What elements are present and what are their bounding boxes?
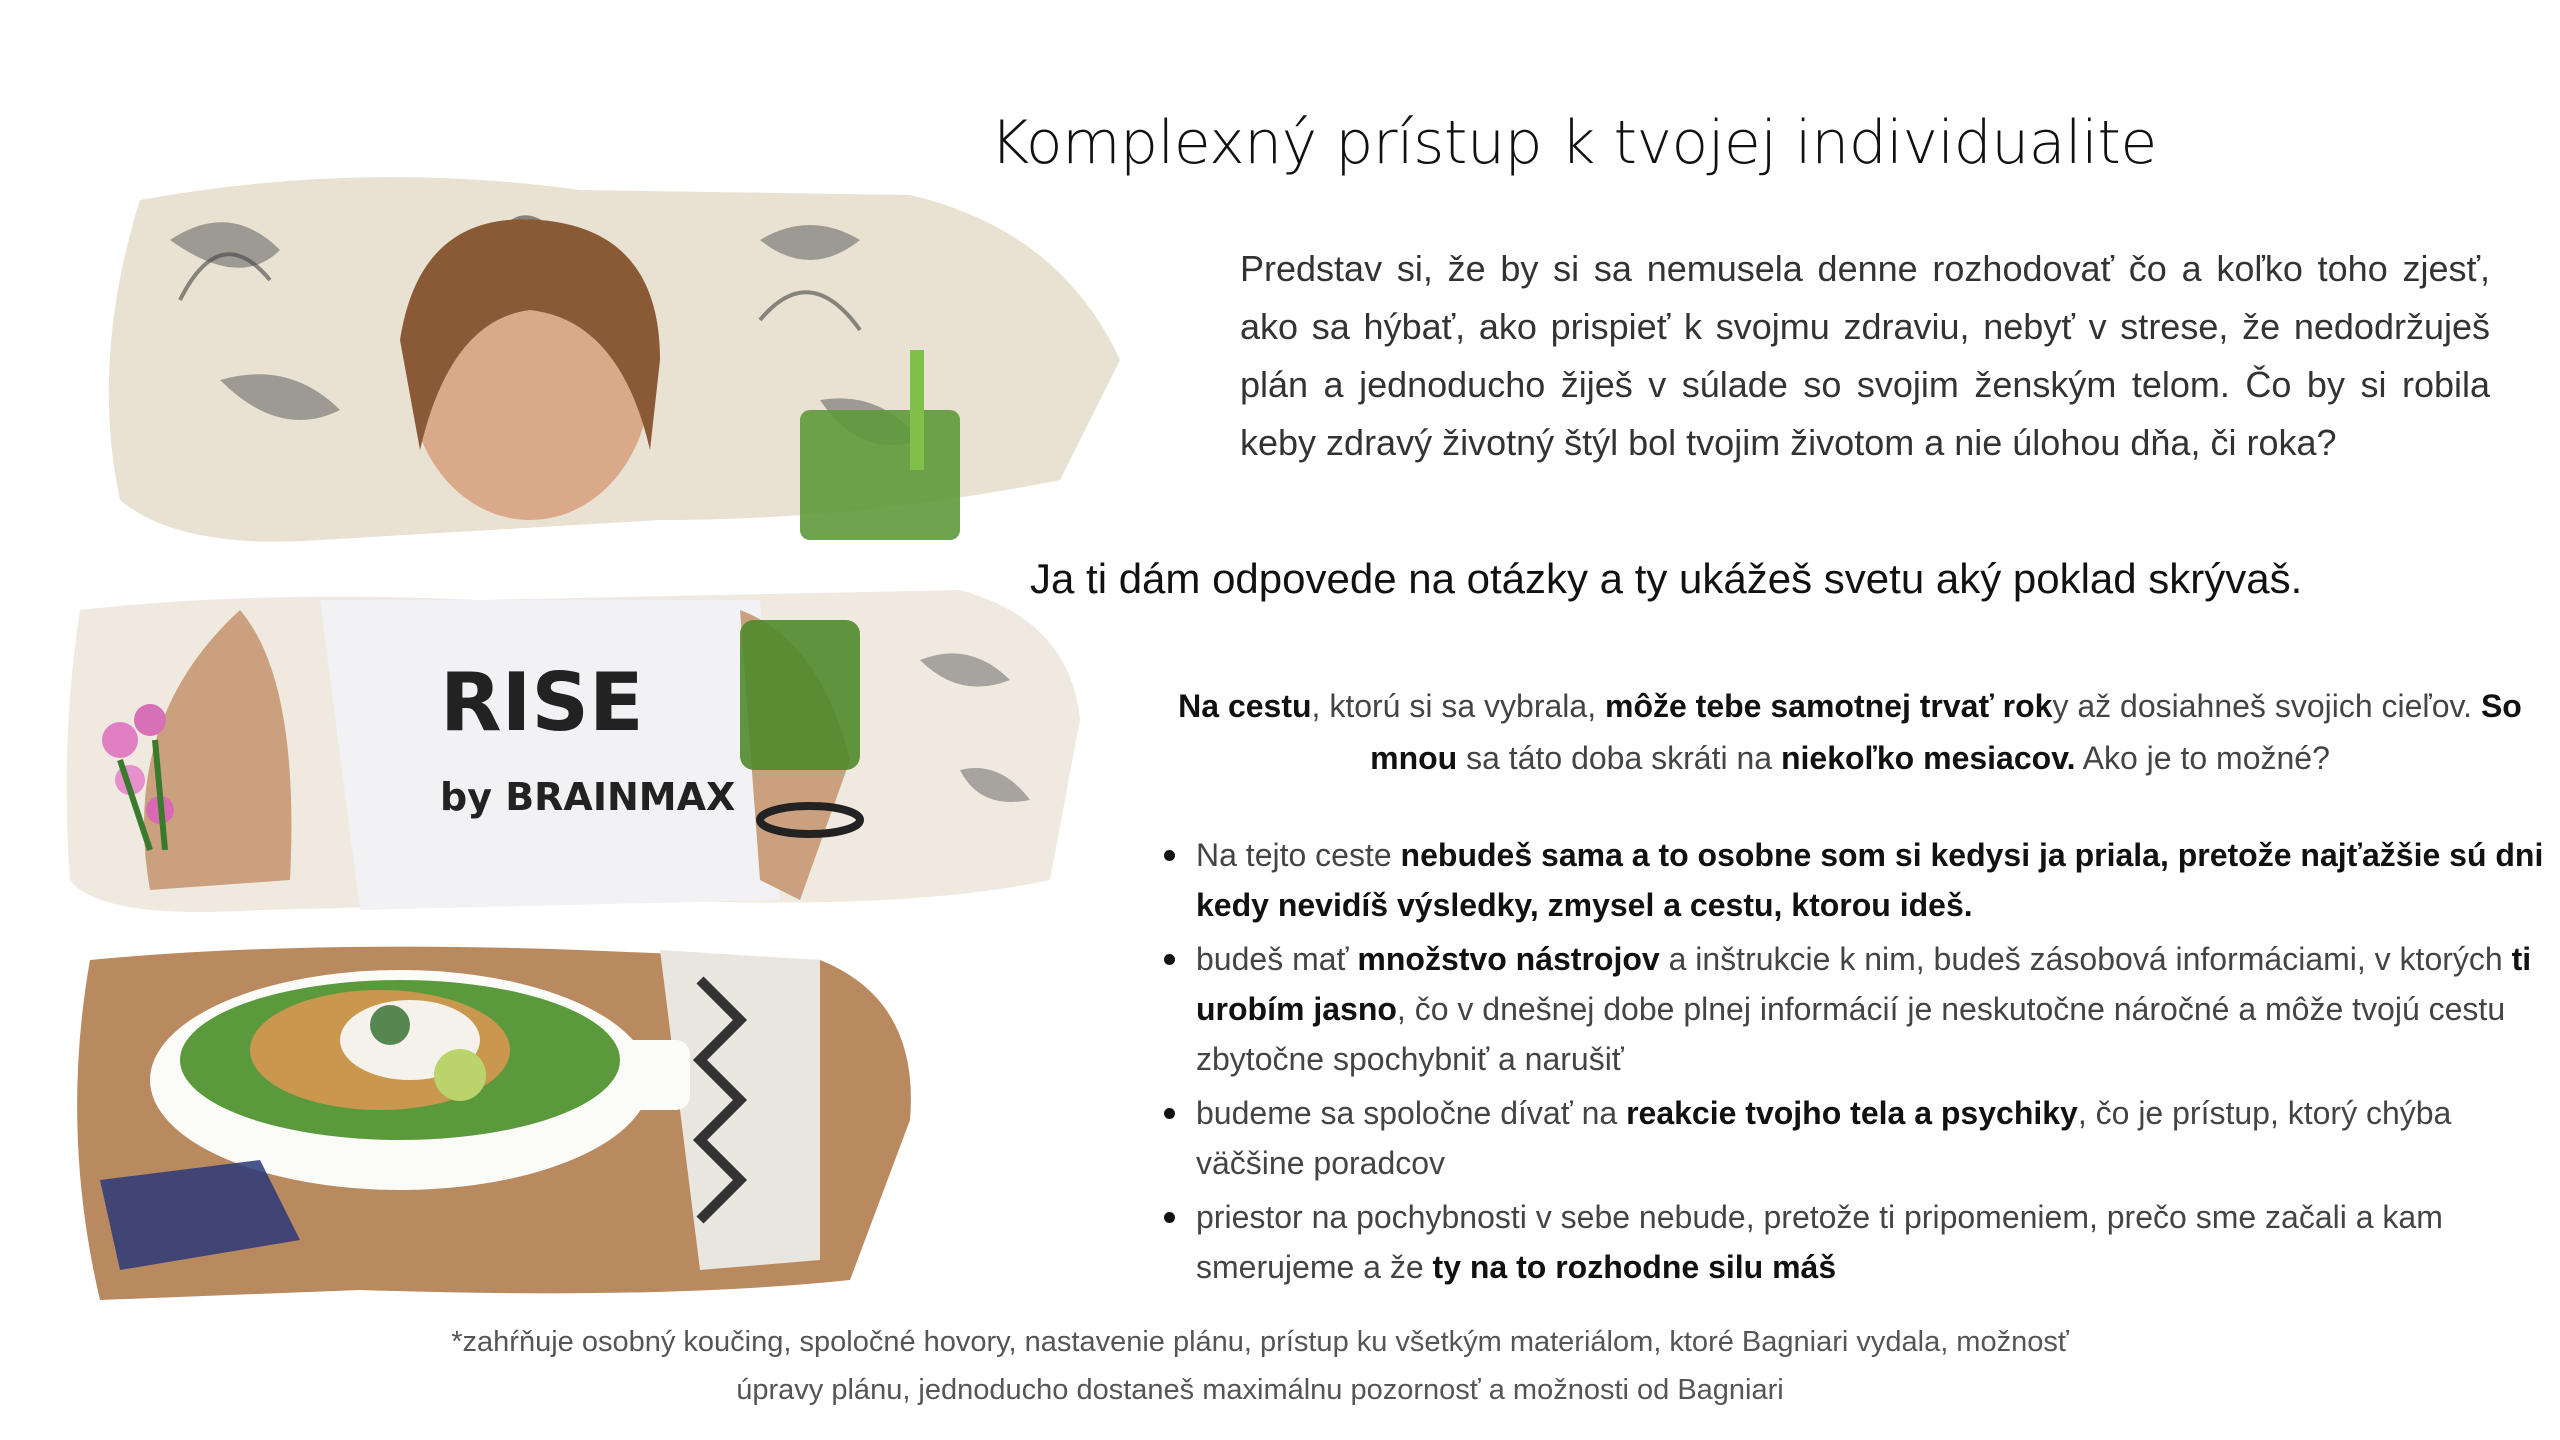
bullet-icon	[1164, 850, 1175, 861]
benefit-text: budeš mať	[1196, 941, 1358, 977]
benefit-text: a inštrukcie k nim, budeš zásobová informáciami, v ktorých	[1659, 941, 2512, 977]
collage-illustration	[60, 120, 1140, 1300]
benefit-text: , čo je prístup, ktorý chýba väčšine poradcov	[1196, 1095, 2452, 1181]
benefit-bold: ti urobím jasno	[1196, 941, 2532, 1027]
benefit-bold: nebudeš sama a to osobne som si kedysi ja priala, pretože najťažšie sú dni kedy nevidíš výsledky, zmysel a cestu, ktorou ideš.	[1196, 837, 2544, 923]
journey-paragraph	[1160, 680, 2540, 784]
benefit-item	[1160, 1192, 2560, 1292]
benefit-text: Na tejto ceste	[1196, 837, 1401, 873]
page-title: Komplexný prístup k tvojej individualite	[990, 108, 2157, 178]
photo-strip-salad	[77, 947, 911, 1300]
para-text-3: sa táto doba skráti na	[1457, 740, 1781, 776]
benefit-bold: ty na to rozhodne silu máš	[1432, 1249, 1837, 1285]
para-bold-3: So mnou	[1370, 688, 2522, 776]
para-text-4: Ako je to možné?	[2075, 740, 2330, 776]
benefit-item	[1160, 830, 2560, 930]
photo-strip-tshirt	[67, 590, 1080, 912]
benefit-bold: reakcie tvojho tela a psychiky	[1626, 1095, 2078, 1131]
photo-strip-woman	[109, 177, 1120, 542]
benefit-text: budeme sa spoločne dívať na	[1196, 1095, 1627, 1131]
headline: Ja ti dám odpovede na otázky a ty ukážeš svetu aký poklad skrývaš.	[1030, 555, 2303, 602]
bullet-icon	[1164, 1212, 1175, 1223]
benefit-text: priestor na pochybnosti v sebe nebude, pretože ti pripomeniem, prečo sme začali a kam smerujeme a že	[1196, 1199, 2443, 1285]
para-bold-1: Na cestu	[1178, 688, 1312, 724]
shirt-text-rise: RISE	[440, 656, 644, 749]
benefit-list	[1160, 830, 2560, 1296]
para-bold-2: môže tebe samotnej trvať rok	[1604, 688, 2053, 724]
benefit-item	[1160, 934, 2560, 1084]
para-bold-4: niekoľko mesiacov.	[1780, 740, 2076, 776]
footnote: *zahŕňuje osobný koučing, spoločné hovory, nastavenie plánu, prístup ku všetkým materiálom, ktoré Bagniari vydala, možnosť úpravy plánu, jednoducho dostaneš maximálnu pozornosť a možnosti od Bagniari	[451, 1326, 2069, 1406]
bullet-icon	[1164, 1108, 1175, 1119]
shirt-text-brand: by BRAINMAX	[440, 775, 736, 819]
intro-paragraph: Predstav si, že by si sa nemusela denne rozhodovať čo a koľko toho zjesť, ako sa hýbať, ako prispieť k svojmu zdraviu, nebyť v strese, že nedodržuješ plán a jednoducho žiješ v súlade so svojim ženským telom. Čo by si robila keby zdravý životný štýl bol tvojim životom a nie úlohou dňa, či roka?	[1240, 248, 2490, 463]
para-text-1: , ktorú si sa vybrala,	[1311, 688, 1605, 724]
para-text-2: y až dosiahneš svojich cieľov.	[2052, 688, 2481, 724]
benefit-bold: množstvo nástrojov	[1357, 941, 1660, 977]
bullet-icon	[1164, 954, 1175, 965]
benefit-text: , čo v dnešnej dobe plnej informácií je neskutočne náročné a môže tvojú cestu zbytočne spochybniť a narušiť	[1196, 991, 2506, 1077]
photo-collage	[60, 120, 1140, 1300]
benefit-item	[1160, 1088, 2560, 1188]
